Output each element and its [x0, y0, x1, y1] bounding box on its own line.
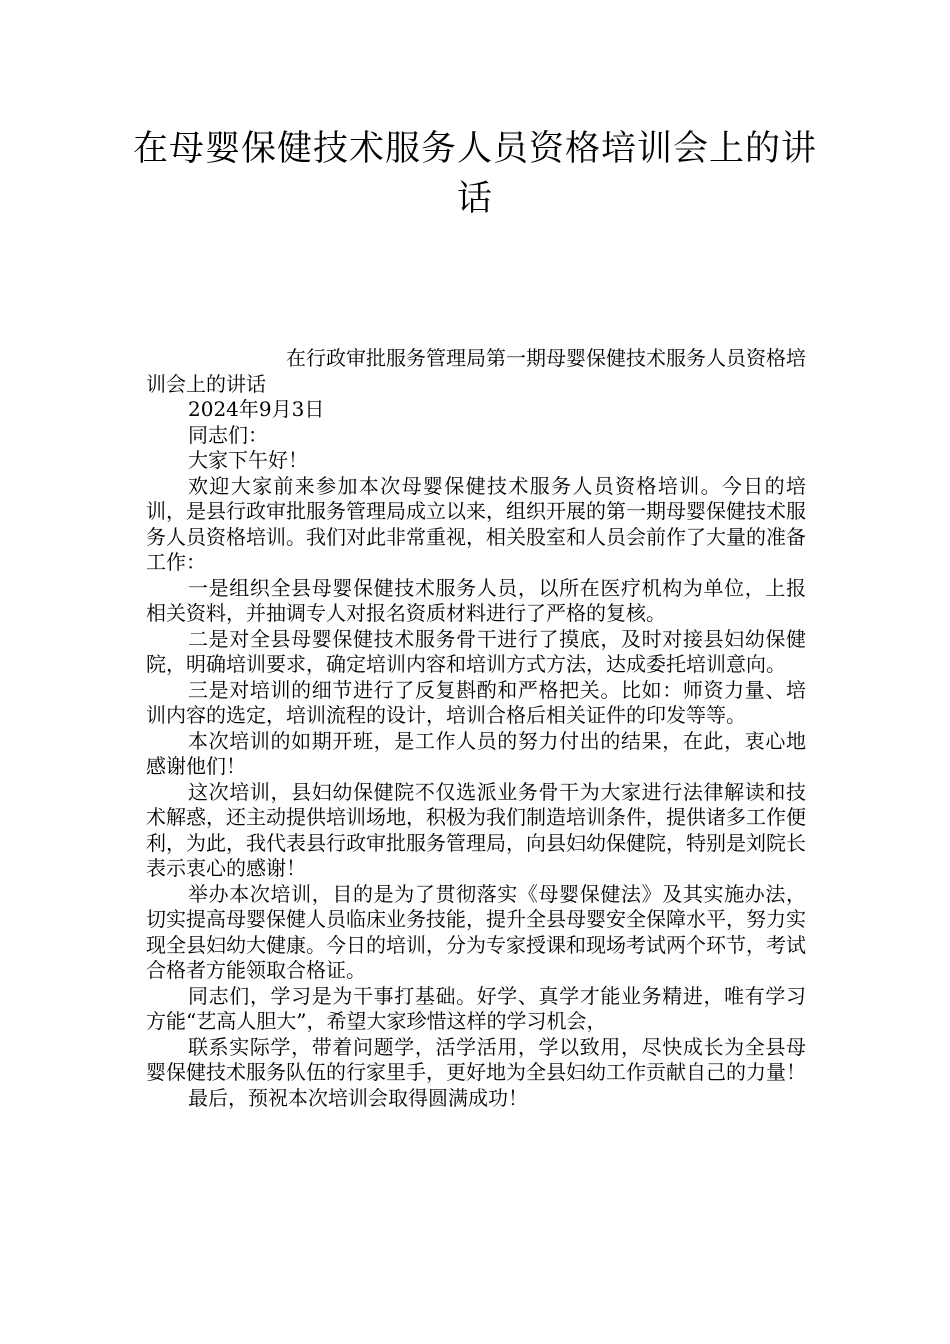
paragraph: 这次培训，县妇幼保健院不仅选派业务骨干为大家进行法律解读和技术解惑，还主动提供培训场地，积极为我们制造培训条件，提供诸多工作便利，为此，我代表县行政审批服务管理局，向县妇幼保健院，特别是刘院长表示衷心的感谢！: [146, 779, 806, 880]
salutation: 同志们：: [188, 422, 268, 447]
speech-date: 2024年9月3日: [188, 397, 325, 421]
paragraph: 本次培训的如期开班，是工作人员的努力付出的结果，在此，衷心地感谢他们！: [146, 728, 806, 778]
document-title: 在母婴保健技术服务人员资格培训会上的讲话: [132, 129, 817, 219]
closing-paragraph: 最后，预祝本次培训会取得圆满成功！: [188, 1085, 528, 1110]
paragraph: 一是组织全县母婴保健技术服务人员，以所在医疗机构为单位，上报相关资料，并抽调专人对报名资质材料进行了严格的复核。: [146, 575, 806, 625]
greeting: 大家下午好！: [188, 448, 308, 472]
paragraph: 二是对全县母婴保健技术服务骨干进行了摸底，及时对接县妇幼保健院，明确培训要求，确定培训内容和培训方式方法，达成委托培训意向。: [146, 626, 806, 676]
document-body: [146, 346, 806, 1111]
paragraph: 三是对培训的细节进行了反复斟酌和严格把关。比如：师资力量、培训内容的选定，培训流程的设计，培训合格后相关证件的印发等等。: [146, 677, 806, 727]
speech-subtitle: 在行政审批服务管理局第一期母婴保健技术服务人员资格培训会上的讲话: [146, 346, 806, 396]
paragraph: 联系实际学，带着问题学，活学活用，学以致用，尽快成长为全县母婴保健技术服务队伍的行家里手，更好地为全县妇幼工作贡献自己的力量！: [146, 1034, 806, 1084]
paragraph: 同志们，学习是为干事打基础。好学、真学才能业务精进，唯有学习方能“艺高人胆大”，希望大家珍惜这样的学习机会，: [146, 983, 806, 1033]
paragraph: 举办本次培训，目的是为了贯彻落实《母婴保健法》及其实施办法，切实提高母婴保健人员临床业务技能，提升全县母婴安全保障水平，努力实现全县妇幼大健康。今日的培训，分为专家授课和现场考试两个环节，考试合格者方能领取合格证。: [146, 881, 806, 982]
paragraph: 欢迎大家前来参加本次母婴保健技术服务人员资格培训。今日的培训，是县行政审批服务管理局成立以来，组织开展的第一期母婴保健技术服务人员资格培训。我们对此非常重视，相关股室和人员会前作了大量的准备工作：: [146, 473, 806, 574]
